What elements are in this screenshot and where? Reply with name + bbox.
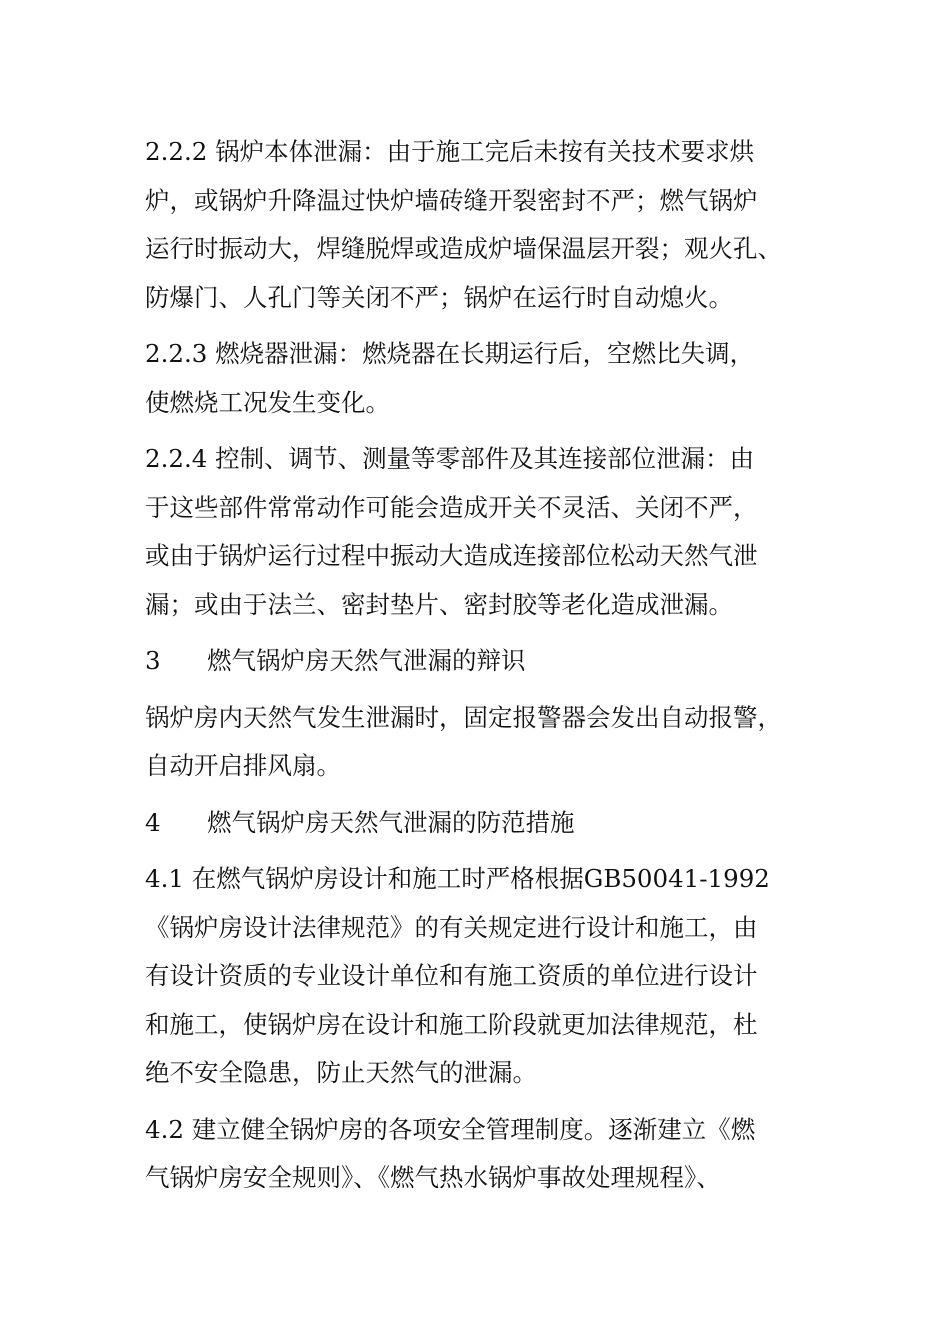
text-line: 或由于锅炉运行过程中振动大造成连接部位松动天然气泄	[145, 541, 758, 570]
text-line: 防爆门、人孔门等关闭不严；锅炉在运行时自动熄火。	[145, 282, 733, 312]
text-line: 于这些部件常常动作可能会造成开关不灵活、关闭不严，	[145, 492, 758, 522]
text-line: 《锅炉房设计法律规范》的有关规定进行设计和施工，由	[145, 912, 758, 942]
document-body	[145, 128, 805, 1211]
heading-number: 4	[145, 807, 161, 837]
paragraph-4-1	[145, 855, 805, 1098]
text-line: 和施工，使锅炉房在设计和施工阶段就更加法律规范，杜	[145, 1009, 758, 1039]
paragraph-2-2-2	[145, 128, 805, 322]
paragraph-4-2	[145, 1106, 805, 1203]
text-line: 有设计资质的专业设计单位和有施工资质的单位进行设计	[145, 961, 758, 990]
text-line: 绝不安全隐患，防止天然气的泄漏。	[145, 1058, 537, 1087]
text-line: 使燃烧工况发生变化。	[145, 387, 390, 417]
paragraph-3	[145, 694, 805, 791]
heading-title: 燃气锅炉房天然气泄漏的辩识	[207, 646, 526, 675]
section-heading-4	[145, 799, 805, 848]
section-heading-3	[145, 637, 805, 686]
text-line: 2.2.4 控制、调节、测量等零部件及其连接部位泄漏：由	[145, 444, 755, 473]
heading-line	[145, 799, 805, 848]
text-line: 漏；或由于法兰、密封垫片、密封胶等老化造成泄漏。	[145, 589, 733, 619]
paragraph-2-2-4	[145, 435, 805, 629]
text-line: 气锅炉房安全规则》、《燃气热水锅炉事故处理规程》、	[145, 1163, 721, 1192]
paragraph-2-2-3	[145, 330, 805, 427]
text-line: 炉，或锅炉升降温过快炉墙砖缝开裂密封不严；燃气锅炉	[145, 185, 758, 215]
text-line: 4.1 在燃气锅炉房设计和施工时严格根据GB50041-1992	[145, 864, 770, 893]
heading-number: 3	[145, 646, 161, 675]
text-line: 运行时振动大，焊缝脱焊或造成炉墙保温层开裂；观火孔、	[145, 234, 782, 263]
heading-title: 燃气锅炉房天然气泄漏的防范措施	[207, 807, 575, 837]
text-line: 2.2.3 燃烧器泄漏：燃烧器在长期运行后，空燃比失调，	[145, 339, 755, 368]
heading-line	[145, 637, 805, 686]
text-line: 自动开启排风扇。	[145, 751, 341, 780]
text-line: 2.2.2 锅炉本体泄漏：由于施工完后未按有关技术要求烘	[145, 137, 755, 166]
text-line: 锅炉房内天然气发生泄漏时，固定报警器会发出自动报警，	[145, 702, 782, 732]
text-line: 4.2 建立健全锅炉房的各项安全管理制度。逐渐建立《燃	[145, 1114, 756, 1144]
